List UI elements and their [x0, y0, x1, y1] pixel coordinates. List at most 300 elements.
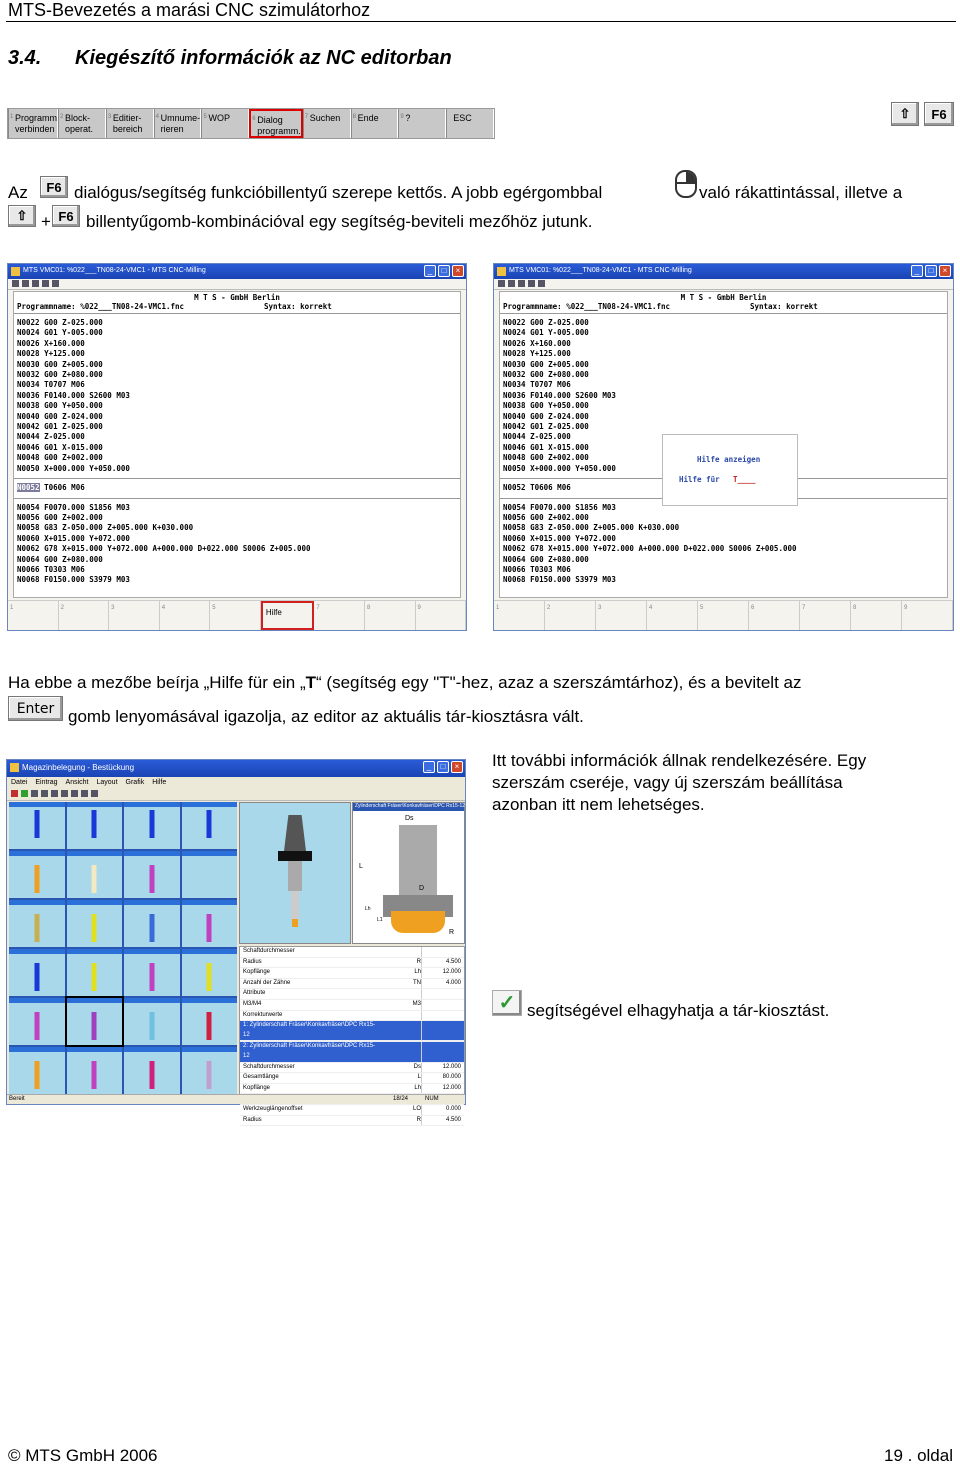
nc-editor[interactable]	[499, 291, 948, 598]
code-line: N0026 X+160.000	[17, 338, 85, 348]
cursor-block-number: N0052	[17, 483, 40, 493]
softkey-number: 9	[400, 114, 404, 120]
tool-shape	[92, 914, 97, 942]
code-line: N0040 G00 Z-024.000	[17, 411, 103, 421]
shift-key-icon: ⇧	[891, 102, 919, 126]
function-key-bar	[494, 600, 953, 630]
menu-item-2[interactable]: Ansicht	[65, 779, 89, 786]
property-symbol: R	[416, 1116, 421, 1123]
zoom-icon[interactable]	[51, 790, 58, 797]
property-value: 4.000	[421, 979, 461, 989]
code-line: N0042 G01 Z-025.000	[503, 422, 589, 432]
softkey-number: 5	[203, 114, 207, 120]
magazine-grid	[9, 802, 237, 1094]
property-symbol: M3	[412, 1000, 421, 1007]
open-icon[interactable]	[498, 280, 505, 287]
pocket-header	[182, 1047, 238, 1052]
magazine-pocket[interactable]	[124, 802, 180, 849]
function-key-number: 4	[161, 605, 166, 611]
minimize-icon[interactable]: _	[423, 761, 435, 773]
window-title: MTS VMC01: %022___TN08-24-VMC1 - MTS CNC-Milling	[23, 267, 206, 274]
property-symbol	[381, 1021, 421, 1040]
softkey-4[interactable]	[154, 109, 202, 138]
property-value: 4.500	[421, 958, 461, 968]
help-dialog-title: Hilfe anzeigen	[697, 455, 761, 464]
para2-line1	[8, 673, 801, 693]
tool-shank	[291, 891, 299, 919]
softkey-number: 3	[107, 114, 112, 120]
editor-company: M T S - GmbH Berlin	[194, 293, 280, 302]
pocket-header	[182, 851, 238, 856]
copy-icon[interactable]	[52, 280, 59, 287]
pocket-header	[67, 949, 123, 954]
pocket-header	[9, 1047, 65, 1052]
pocket-header	[9, 949, 65, 954]
first-icon[interactable]	[61, 790, 68, 797]
save-icon[interactable]	[22, 280, 29, 287]
tool-shape	[92, 1061, 97, 1089]
nc-editor[interactable]	[13, 291, 461, 598]
code-line: N0054 F0070.000 S1856 M03	[17, 502, 130, 512]
function-key-7[interactable]	[314, 601, 365, 630]
softkey-10[interactable]	[446, 109, 494, 138]
code-line: N0030 G00 Z+005.000	[17, 359, 103, 369]
menu-item-0[interactable]: Datei	[11, 779, 28, 786]
softkey-8[interactable]	[351, 109, 399, 138]
code-line: N0038 G00 Y+050.000	[17, 401, 103, 411]
softkey-label: Block-	[65, 113, 91, 123]
property-row[interactable]	[240, 1011, 464, 1022]
code-line: N0068 F0150.000 S3979 M03	[17, 575, 130, 585]
pocket-header	[9, 900, 65, 905]
property-value: 12.000	[421, 968, 461, 978]
function-key-5[interactable]	[210, 601, 261, 630]
tool-shape	[149, 865, 154, 893]
para1-line1b: való rákattintással, illetve a	[699, 183, 903, 202]
magazine-pocket[interactable]	[124, 1047, 180, 1094]
code-line: N0050 X+000.000 Y+050.000	[17, 463, 130, 473]
pocket-header	[124, 949, 180, 954]
close-icon[interactable]: ×	[451, 761, 463, 773]
code-line: N0028 Y+125.000	[503, 349, 571, 359]
magazine-pocket[interactable]	[182, 802, 238, 849]
softkey-1[interactable]	[8, 109, 58, 138]
magazine-pocket[interactable]	[124, 851, 180, 898]
magazine-pocket[interactable]	[182, 851, 238, 898]
function-key-number: 2	[547, 605, 551, 611]
magazine-window	[6, 759, 466, 1123]
function-key-4[interactable]	[647, 601, 698, 630]
section-heading	[8, 47, 452, 70]
magazine-pocket[interactable]	[9, 998, 65, 1045]
function-key-number: 1	[10, 605, 14, 611]
magazine-pocket[interactable]	[67, 802, 123, 849]
function-key-number: 4	[649, 605, 653, 611]
toolbar	[7, 789, 465, 801]
tool-title: Zylinderschaft Fräser\Konkavfräser\DPC Rx15-12	[355, 803, 466, 809]
cut-icon[interactable]	[42, 280, 49, 287]
prev-icon[interactable]	[71, 790, 78, 797]
magazine-pocket[interactable]	[182, 949, 238, 996]
running-header: MTS-Bevezetés a marási CNC szimulátorhoz	[8, 0, 371, 20]
property-value: 12.000	[421, 1063, 461, 1073]
function-key-number: 5	[700, 605, 704, 611]
property-row[interactable]	[240, 1105, 464, 1116]
function-key-number: 8	[853, 605, 857, 611]
softkey-label-2: verbinden	[15, 124, 55, 134]
code-line: N0028 Y+125.000	[17, 349, 85, 359]
tool-shape	[149, 1061, 154, 1089]
function-key-5[interactable]	[698, 601, 749, 630]
property-name: Schaftdurchmesser	[243, 1063, 295, 1070]
code-line: N0036 F0140.000 S2600 M03	[17, 390, 130, 400]
magazine-pocket[interactable]	[124, 949, 180, 996]
editor-window-left	[7, 263, 467, 631]
pocket-header	[124, 998, 180, 1003]
tool-shape	[34, 865, 39, 893]
property-name: 2: Zylinderschaft Fräser\Konkavfräser\DPC Rx15-12	[243, 1043, 376, 1059]
tool-shape	[149, 1012, 154, 1040]
code-line: N0060 X+015.000 Y+072.000	[503, 533, 616, 543]
property-row[interactable]	[240, 1084, 464, 1095]
pocket-header	[67, 802, 123, 807]
property-symbol: TN	[413, 979, 421, 986]
function-key-4[interactable]	[160, 601, 211, 630]
status-left: Bereit	[9, 1096, 25, 1102]
code-line: N0066 T0303 M06	[17, 564, 85, 574]
last-icon[interactable]	[91, 790, 98, 797]
code-line: N0036 F0140.000 S2600 M03	[503, 390, 616, 400]
status-bar	[7, 1094, 465, 1104]
code-line: N0050 X+000.000 Y+050.000	[503, 463, 616, 473]
property-value	[421, 1000, 461, 1010]
para1-line2: billentyűgomb-kombinációval egy segítség-beviteli mezőhöz jutunk.	[86, 212, 593, 231]
pocket-header	[67, 851, 123, 856]
tool-shape	[92, 963, 97, 991]
function-key-9[interactable]	[416, 601, 467, 630]
code-line: N0044 Z-025.000	[17, 432, 85, 442]
property-row[interactable]	[240, 968, 464, 979]
save-icon[interactable]	[508, 280, 515, 287]
softkey-6[interactable]	[249, 109, 303, 138]
magazine-pocket[interactable]	[67, 998, 123, 1045]
pocket-header	[9, 802, 65, 807]
tool-shape	[149, 810, 154, 838]
softkey-label: ESC	[453, 113, 472, 123]
property-name: Korrekturwerte	[243, 1011, 283, 1018]
menu-bar	[7, 777, 465, 789]
property-symbol: Lh	[414, 969, 421, 976]
section-title: Kiegészítő információk az NC editorban	[75, 47, 452, 69]
syntax-status: Syntax: korrekt	[750, 302, 818, 311]
code-line: N0024 G01 Y-005.000	[17, 328, 103, 338]
property-row[interactable]	[240, 1063, 464, 1074]
dim-r: R	[449, 929, 455, 936]
magazine-pocket[interactable]	[182, 998, 238, 1045]
para3-line2: szerszám cseréje, vagy új szerszám beállítása	[492, 773, 843, 792]
softkey-label: Umnume-	[160, 113, 201, 123]
magazine-pocket[interactable]	[9, 1047, 65, 1094]
check-button-icon: ✓	[492, 990, 522, 1016]
window-titlebar	[8, 264, 466, 279]
function-key-9[interactable]	[902, 601, 953, 630]
code-line: N0046 G01 X-015.000	[503, 442, 589, 452]
maximize-icon[interactable]: □	[438, 265, 450, 277]
f6-key-icon: F6	[924, 102, 954, 126]
softkey-2[interactable]	[58, 109, 106, 138]
minimize-icon[interactable]: _	[911, 265, 923, 277]
menu-item-3[interactable]: Layout	[96, 779, 118, 786]
function-key-1[interactable]	[494, 601, 545, 630]
status-mid: 18/24	[393, 1096, 409, 1102]
softkey-5[interactable]	[201, 109, 249, 138]
tool-holder-view	[239, 802, 351, 944]
code-line: N0034 T0707 M06	[503, 380, 571, 390]
program-name: Programmname: %022___TN08-24-VMC1.fnc	[503, 302, 671, 311]
property-value: 80.000	[421, 1073, 461, 1083]
open-icon[interactable]	[12, 280, 19, 287]
shift-key-icon: ⇧	[8, 205, 36, 227]
softkey-bar	[7, 108, 495, 139]
minimize-icon[interactable]: _	[424, 265, 436, 277]
function-key-8[interactable]	[365, 601, 416, 630]
code-line: N0068 F0150.000 S3979 M03	[503, 575, 616, 585]
print-icon[interactable]	[518, 280, 525, 287]
function-key-6[interactable]	[749, 601, 800, 630]
tool-shape	[34, 914, 39, 942]
property-row[interactable]	[240, 958, 464, 969]
next-icon[interactable]	[81, 790, 88, 797]
pocket-header	[124, 802, 180, 807]
code-line: N0056 G00 Z+002.000	[503, 512, 589, 522]
function-key-2[interactable]	[545, 601, 596, 630]
function-key-bar	[8, 600, 466, 630]
help-input[interactable]: T____	[733, 475, 756, 484]
tool-shape	[34, 810, 39, 838]
tool-icon[interactable]	[31, 790, 38, 797]
magazine-pocket[interactable]	[67, 1047, 123, 1094]
cut-icon[interactable]	[528, 280, 535, 287]
dim-ds: Ds	[405, 815, 414, 822]
magazine-pocket[interactable]	[124, 900, 180, 947]
maximize-icon[interactable]: □	[437, 761, 449, 773]
pocket-header	[182, 949, 238, 954]
menu-item-5[interactable]: Hilfe	[152, 779, 167, 786]
magazine-pocket[interactable]	[9, 949, 65, 996]
current-line[interactable]	[14, 483, 460, 493]
holder-flange	[278, 851, 312, 861]
window-title: Magazinbelegung - Bestückung	[22, 763, 135, 772]
code-line: N0064 G00 Z+080.000	[503, 554, 589, 564]
help-field-label: Hilfe für	[679, 475, 720, 484]
property-row[interactable]	[240, 989, 464, 1000]
window-title: MTS VMC01: %022___TN08-24-VMC1 - MTS CNC-Milling	[509, 267, 692, 274]
code-line: N0064 G00 Z+080.000	[17, 554, 103, 564]
header-rule	[6, 21, 956, 22]
property-value: 12.000	[421, 1084, 461, 1094]
property-row[interactable]	[240, 1000, 464, 1011]
property-row[interactable]	[240, 947, 464, 958]
property-row[interactable]	[240, 979, 464, 990]
section-number: 3.4.	[8, 47, 42, 69]
code-line: N0032 G00 Z+080.000	[17, 370, 103, 380]
para3-line1: Itt további információk állnak rendelkezésére. Egy	[492, 751, 867, 770]
tool-tip	[292, 919, 298, 927]
tool-shape	[92, 1012, 97, 1040]
function-key-number: 7	[316, 605, 320, 611]
function-key-2[interactable]	[59, 601, 110, 630]
tool-shank-drawing	[399, 825, 437, 895]
function-key-label: Hilfe	[265, 608, 282, 617]
close-icon[interactable]: ×	[452, 265, 464, 277]
code-line: N0022 G00 Z-025.000	[17, 318, 103, 327]
function-key-3[interactable]	[596, 601, 647, 630]
property-name: Schaftdurchmesser	[243, 948, 295, 954]
softkey-label-2: operat.	[65, 124, 94, 134]
magazine-pocket[interactable]	[9, 851, 65, 898]
property-name: 1: Zylinderschaft Fräser\Konkavfräser\DPC Rx15-12	[243, 1022, 376, 1038]
property-name: Anzahl der Zähne	[243, 979, 291, 986]
pocket-header	[124, 851, 180, 856]
softkey-label-2: bereich	[112, 124, 143, 134]
tool-drawing	[352, 802, 465, 944]
code-line: N0034 T0707 M06	[17, 380, 85, 390]
softkey-3[interactable]	[106, 109, 154, 138]
tool-shape	[34, 963, 39, 991]
softkey-number: 8	[352, 114, 356, 120]
code-block-2	[14, 503, 460, 586]
dim-lh: Lh	[365, 906, 371, 912]
function-key-number: 9	[904, 605, 908, 611]
pocket-header	[182, 998, 238, 1003]
property-name: Gesamtlänge	[243, 1074, 279, 1081]
check-icon[interactable]	[21, 790, 28, 797]
property-name: Werkzeuglängenoffset	[243, 1105, 303, 1112]
code-line: N0066 T0303 M06	[503, 564, 571, 574]
property-name: Radius	[243, 958, 262, 965]
app-icon	[10, 763, 19, 772]
help-dialog	[662, 434, 798, 506]
code-line: N0038 G00 Y+050.000	[503, 401, 589, 411]
delete-icon[interactable]	[11, 790, 18, 797]
para3-line3: azonban itt nem lehetséges.	[492, 795, 705, 814]
softkey-9[interactable]	[398, 109, 446, 138]
magazine-pocket[interactable]	[9, 802, 65, 849]
code-block-1	[14, 318, 460, 474]
pocket-header	[182, 900, 238, 905]
footer-copyright: © MTS GmbH 2006	[8, 1446, 158, 1465]
print-icon[interactable]	[32, 280, 39, 287]
copy-icon[interactable]	[538, 280, 545, 287]
function-key-8[interactable]	[851, 601, 902, 630]
para2-line2: gomb lenyomásával igazolja, az editor az aktuális tár-kiosztásra vált.	[68, 707, 584, 726]
tool-shape	[207, 1012, 212, 1040]
pocket-header	[124, 1047, 180, 1052]
print-icon[interactable]	[41, 790, 48, 797]
dim-l1: L1	[377, 917, 383, 923]
code-block-2	[500, 503, 947, 586]
property-value: 0.000	[421, 1105, 461, 1115]
property-symbol	[381, 989, 421, 999]
property-value	[421, 989, 461, 999]
softkey-label: WOP	[208, 113, 230, 123]
para1-az: Az	[8, 183, 28, 202]
softkey-label: Programm	[15, 113, 58, 123]
dim-l: L	[359, 863, 363, 870]
property-row[interactable]	[240, 1042, 464, 1062]
property-symbol	[381, 947, 421, 957]
property-row[interactable]	[240, 1116, 464, 1127]
code-line: N0054 F0070.000 S1856 M03	[503, 502, 616, 512]
function-key-6[interactable]	[261, 601, 315, 630]
plus-sign: +	[41, 212, 51, 231]
function-key-number: 9	[417, 605, 421, 611]
pocket-header	[124, 900, 180, 905]
code-line: N0026 X+160.000	[503, 338, 571, 348]
holder-body	[288, 861, 302, 891]
status-right: NUM	[425, 1096, 439, 1102]
property-name: M3/M4	[243, 1000, 262, 1007]
function-key-7[interactable]	[800, 601, 851, 630]
softkey-number: 7	[304, 114, 309, 120]
function-key-1[interactable]	[8, 601, 59, 630]
function-key-number: 5	[212, 605, 216, 611]
magazine-pocket[interactable]	[67, 851, 123, 898]
code-line: N0062 G78 X+015.000 Y+072.000 A+000.000 D+022.000 S0006 Z+005.000	[503, 544, 797, 554]
function-key-number: 3	[598, 605, 602, 611]
magazine-pocket[interactable]	[9, 900, 65, 947]
code-line: N0058 G83 Z-050.000 Z+005.000 K+030.000	[17, 523, 194, 533]
tool-shape	[207, 1061, 212, 1089]
menu-item-4[interactable]: Grafik	[125, 779, 145, 786]
magazine-pocket[interactable]	[182, 900, 238, 947]
current-line-rest: T0606 M06	[39, 483, 85, 493]
property-row[interactable]	[240, 1073, 464, 1084]
maximize-icon[interactable]: □	[925, 265, 937, 277]
tool-shape	[207, 914, 212, 942]
softkey-number: 6	[252, 116, 256, 122]
function-key-number: 1	[496, 605, 500, 611]
f6-key-icon: F6	[40, 176, 68, 198]
property-symbol: Ds	[413, 1063, 421, 1070]
function-key-3[interactable]	[109, 601, 160, 630]
current-line[interactable]: N0052 T0606 M06	[503, 483, 571, 493]
close-icon[interactable]: ×	[939, 265, 951, 277]
property-name: Kopflänge	[243, 1084, 271, 1091]
enter-key-icon: Enter	[8, 696, 63, 721]
property-symbol: R	[416, 958, 421, 965]
tool-shape	[207, 810, 212, 838]
magazine-pocket[interactable]	[67, 900, 123, 947]
program-name: Programmname: %022___TN08-24-VMC1.fnc	[17, 302, 185, 311]
menu-item-1[interactable]: Eintrag	[35, 779, 58, 786]
tool-shape	[207, 963, 212, 991]
property-row[interactable]	[240, 1021, 464, 1041]
softkey-7[interactable]	[303, 109, 351, 138]
cutter-radius	[391, 911, 445, 933]
softkey-number: 1	[10, 114, 14, 120]
magazine-pocket[interactable]	[182, 1047, 238, 1094]
app-icon	[11, 267, 20, 276]
tool-shape	[34, 1061, 39, 1089]
pocket-header	[67, 1047, 123, 1052]
code-line: N0046 G01 X-015.000	[17, 442, 103, 452]
magazine-pocket[interactable]	[124, 998, 180, 1045]
pocket-header	[67, 998, 123, 1003]
magazine-pocket[interactable]	[67, 949, 123, 996]
para2-text-b: “ (segítség egy "T"-hez, azaz a szerszámtárhoz), és a bevitelt az	[316, 673, 802, 692]
property-value	[421, 1011, 461, 1021]
